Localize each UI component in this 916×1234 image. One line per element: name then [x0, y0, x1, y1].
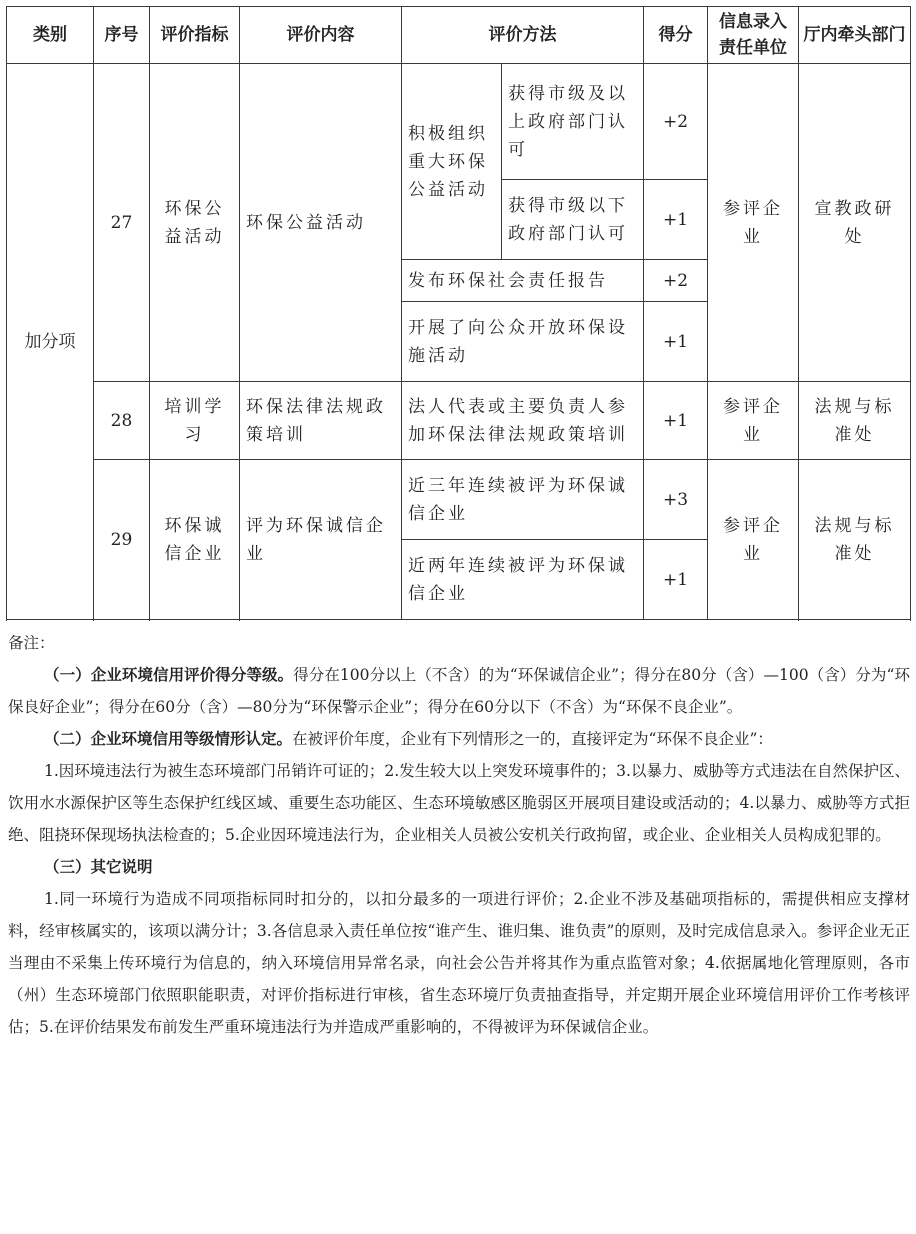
- lead-dept-cell: 宣教政研处: [799, 64, 911, 382]
- method-cell: 发布环保社会责任报告: [402, 260, 644, 302]
- header-score: 得分: [644, 7, 708, 64]
- table-row: [7, 460, 911, 540]
- note-body-paragraph: 1.同一环境行为造成不同项指标同时扣分的，以扣分最多的一项进行评价；2.企业不涉及基础项指标的，需提供相应支撑材料，经审核属实的，该项以满分计；3.各信息录入责任单位按“谁产生、谁归集、谁负责”的原则，及时完成信息录入。参评企业无正当理由不采集上传环境行为信息的，纳入环境信用异常名录，向社会公告并将其作为重点监管对象；4.依据属地化管理原则，各市（州）生态环境部门依照职能职责，对评价指标进行审核，省生态环境厅负责抽查指导，并定期开展企业环境信用评价工作考核评估；5.在评价结果发布前发生严重环境违法行为并造成严重影响的，不得被评为环保诚信企业。: [8, 890, 910, 1036]
- header-lead-dept: 厅内牵头部门: [799, 7, 911, 64]
- lead-dept-cell: 法规与标准处: [799, 460, 911, 620]
- method-cell: 近三年连续被评为环保诚信企业: [402, 460, 644, 540]
- lead-dept-cell: 法规与标准处: [799, 382, 911, 460]
- indicator-cell: 环保诚信企业: [150, 460, 240, 620]
- method-cell: 开展了向公众开放环保设施活动: [402, 302, 644, 382]
- score-cell: +1: [644, 540, 708, 620]
- entry-unit-cell: 参评企业: [708, 382, 799, 460]
- note-heading: （三）其它说明: [44, 858, 153, 876]
- score-cell: +1: [644, 302, 708, 382]
- content-cell: 环保法律法规政策培训: [240, 382, 402, 460]
- method-cell: 获得市级及以上政府部门认可: [502, 64, 644, 180]
- note-body: 得分在100分以上（不含）的为“环保诚信企业”；得分在80分（含）—100（含）分为“环保良好企业”；得分在60分（含）—80分为“环保警示企业”；得分在60分以下（不含）为“环保不良企业”。: [8, 666, 910, 716]
- header-indicator: 评价指标: [150, 7, 240, 64]
- header-seq: 序号: [94, 7, 150, 64]
- note-list-paragraph: 1.因环境违法行为被生态环境部门吊销许可证的；2.发生较大以上突发环境事件的；3.以暴力、威胁等方式违法在自然保护区、饮用水水源保护区等生态保护红线区域、重要生态功能区、生态环境敏感区脆弱区开展项目建设或活动的；4.以暴力、威胁等方式拒绝、阻挠环保现场执法检查的；5.企业因环境违法行为，企业相关人员被公安机关行政拘留，或企业、企业相关人员构成犯罪的。: [8, 762, 910, 844]
- header-category: 类别: [7, 7, 94, 64]
- indicator-cell: 环保公益活动: [150, 64, 240, 382]
- score-cell: +2: [644, 260, 708, 302]
- note-heading: （一）企业环境信用评价得分等级。: [44, 666, 294, 684]
- table-row: [7, 64, 911, 180]
- content-cell: 环保公益活动: [240, 64, 402, 382]
- table-row: [7, 382, 911, 460]
- content-cell: 评为环保诚信企业: [240, 460, 402, 620]
- header-row: [7, 7, 911, 64]
- indicator-cell: 培训学习: [150, 382, 240, 460]
- method-group-cell: 积极组织重大环保公益活动: [402, 64, 502, 260]
- note-paragraph-3: [8, 851, 910, 883]
- score-cell: +1: [644, 382, 708, 460]
- category-cell: 加分项: [7, 64, 94, 620]
- notes-section: [8, 627, 910, 1043]
- method-cell: 获得市级以下政府部门认可: [502, 180, 644, 260]
- header-entry-unit: 信息录入责任单位: [708, 7, 799, 64]
- score-cell: +1: [644, 180, 708, 260]
- notes-label: 备注：: [8, 634, 55, 652]
- score-cell: +3: [644, 460, 708, 540]
- note-paragraph-2: [8, 723, 910, 755]
- entry-unit-cell: 参评企业: [708, 460, 799, 620]
- seq-cell: 27: [94, 64, 150, 382]
- note-body: 在被评价年度，企业有下列情形之一的，直接评定为“环保不良企业”：: [292, 730, 773, 748]
- scoring-table: [6, 6, 911, 620]
- method-cell: 法人代表或主要负责人参加环保法律法规政策培训: [402, 382, 644, 460]
- seq-cell: 29: [94, 460, 150, 620]
- header-content: 评价内容: [240, 7, 402, 64]
- note-heading: （二）企业环境信用等级情形认定。: [44, 730, 293, 748]
- score-cell: +2: [644, 64, 708, 180]
- header-method: 评价方法: [402, 7, 644, 64]
- note-paragraph-1: [8, 659, 910, 723]
- method-cell: 近两年连续被评为环保诚信企业: [402, 540, 644, 620]
- seq-cell: 28: [94, 382, 150, 460]
- entry-unit-cell: 参评企业: [708, 64, 799, 382]
